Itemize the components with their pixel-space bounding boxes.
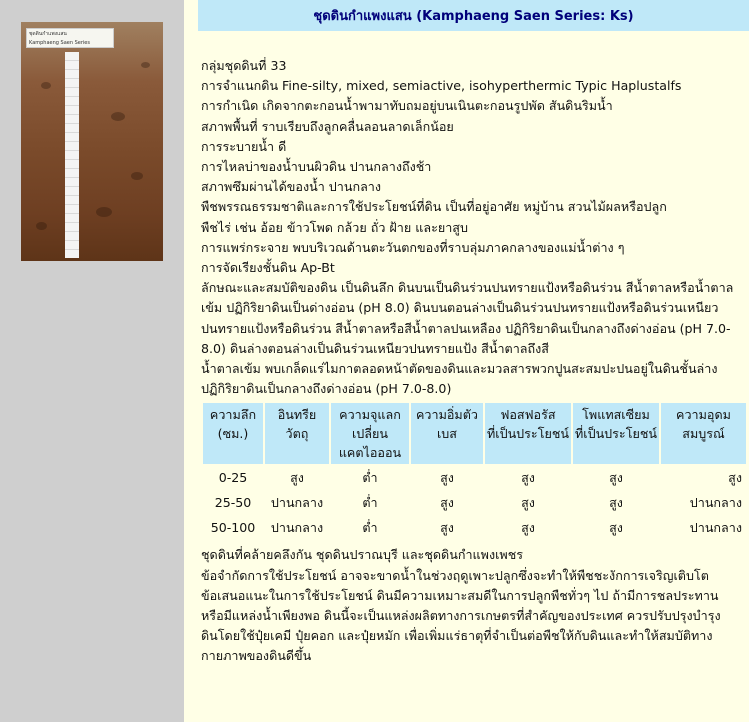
cell-base-saturation: สูง: [411, 491, 483, 514]
cell-potassium: สูง: [573, 466, 659, 489]
after-line: ดินโดยใช้ปุ๋ยเคมี ปุ๋ยคอก และปุ๋ยหมัก เพื่อเพิ่มแร่ธาตุที่จำเป็นต่อพืชให้กับดินและทำให้สมบัติทาง: [201, 628, 713, 644]
header-organic-matter: อินทรีย วัตถุ: [265, 403, 329, 464]
table-row: [203, 466, 746, 489]
cell-cec: ต่ำ: [331, 516, 409, 539]
photo-sign: [26, 28, 114, 48]
cell-phosphorus: สูง: [485, 491, 571, 514]
header-phosphorus: ฟอสฟอรัส ที่เป็นประโยชน์: [485, 403, 571, 464]
info-line: กลุ่มชุดดินที่ 33: [201, 58, 287, 73]
header-fertility: ความอุดม สมบูรณ์: [661, 403, 746, 464]
characteristics-line: ลักษณะและสมบัติของดิน เป็นดินลึก ดินบนเป็นดินร่วนปนทรายแป้งหรือดินร่วน สีน้ำตาลหรือน้ำตาล: [201, 280, 734, 296]
cell-base-saturation: สูง: [411, 466, 483, 489]
photo-sign-line1: ชุดดินกำแพงแสน: [29, 31, 67, 37]
cell-organic-matter: ปานกลาง: [265, 516, 329, 539]
info-line: การจัดเรียงชั้นดิน Ap-Bt: [201, 260, 335, 276]
photo-sign-line2: Kamphaeng Saen Series: [29, 40, 90, 46]
after-line: ข้อเสนอแนะในการใช้ประโยชน์ ดินมีความเหมาะสมดีในการปลูกพืชทั่วๆ ไป ถ้ามีการชลประทาน: [201, 587, 719, 603]
cell-fertility: สูง: [661, 466, 746, 489]
table-row: [203, 491, 746, 514]
info-line: การกำเนิด เกิดจากตะกอนน้ำพามาทับถมอยู่บนเนินตะกอนรูปพัด สันดินริมน้ำ: [201, 98, 613, 114]
characteristics-line: เข้ม ปฏิกิริยาดินเป็นด่างอ่อน (pH 8.0) ดินบนตอนล่างเป็นดินร่วนปนทรายแป้งหรือดินร่วนเหนียว: [201, 300, 719, 316]
cell-cec: ต่ำ: [331, 491, 409, 514]
soil-properties-table: [201, 401, 748, 541]
info-line: การจำแนกดิน Fine-silty, mixed, semiactive, isohyperthermic Typic Haplustalfs: [201, 78, 682, 94]
cell-base-saturation: สูง: [411, 516, 483, 539]
info-line: สภาพพื้นที่ ราบเรียบถึงลูกคลื่นลอนลาดเล็กน้อย: [201, 118, 454, 134]
after-line: กายภาพของดินดีขึ้น: [201, 648, 312, 664]
header-depth: ความลึก (ซม.): [203, 403, 263, 464]
info-line: สภาพซึมผ่านได้ของน้ำ ปานกลาง: [201, 179, 382, 195]
cell-depth: 25-50: [203, 491, 263, 514]
left-panel: [0, 0, 184, 722]
page-title: ชุดดินกำแพงแสน (Kamphaeng Saen Series: Ks): [198, 0, 749, 31]
cell-organic-matter: สูง: [265, 466, 329, 489]
cell-phosphorus: สูง: [485, 516, 571, 539]
measuring-tape: [65, 52, 79, 258]
characteristics-line: น้ำตาลเข้ม พบเกล็ดแร่ไมกาตลอดหน้าตัดของดินและมวลสารพวกปูนสะสมปะปนอยู่ในดินชั้นล่าง: [201, 361, 718, 377]
cell-fertility: ปานกลาง: [661, 516, 746, 539]
after-line: หรือมีแหล่งน้ำเพียงพอ ดินนี้จะเป็นแหล่งผลิตทางการเกษตรที่สำคัญของประเทศ ควรปรับปรุงบำรุง: [201, 608, 721, 624]
after-line: ชุดดินที่คล้ายคลึงกัน ชุดดินปราณบุรี และชุดดินกำแพงเพชร: [201, 547, 524, 563]
characteristics-line: ปฏิกิริยาดินเป็นกลางถึงด่างอ่อน (pH 7.0-8.0): [201, 381, 452, 397]
info-line: การไหลบ่าของน้ำบนผิวดิน ปานกลางถึงช้า: [201, 159, 432, 175]
soil-profile-photo: [21, 22, 163, 261]
cell-depth: 50-100: [203, 516, 263, 539]
main-content: [198, 0, 749, 722]
cell-cec: ต่ำ: [331, 466, 409, 489]
after-table-text: [201, 545, 746, 666]
info-line: การระบายน้ำ ดี: [201, 138, 287, 154]
header-base-saturation: ความอิ่มตัว เบส: [411, 403, 483, 464]
info-line: พืชพรรณธรรมชาติและการใช้ประโยชน์ที่ดิน เป็นที่อยู่อาศัย หมู่บ้าน สวนไม้ผลหรือปลูก: [201, 199, 667, 215]
cell-potassium: สูง: [573, 516, 659, 539]
content-body: [201, 56, 746, 667]
cell-organic-matter: ปานกลาง: [265, 491, 329, 514]
cell-depth: 0-25: [203, 466, 263, 489]
header-potassium: โพแทสเซียม ที่เป็นประโยชน์: [573, 403, 659, 464]
info-line: พืชไร่ เช่น อ้อย ข้าวโพด กล้วย ถั่ว ฝ้าย และยาสูบ: [201, 219, 468, 235]
cell-potassium: สูง: [573, 491, 659, 514]
cell-phosphorus: สูง: [485, 466, 571, 489]
info-line: การแพร่กระจาย พบบริเวณด้านตะวันตกของที่ราบลุ่มภาคกลางของแม่น้ำต่าง ๆ: [201, 239, 625, 255]
characteristics-line: ปนทรายแป้งหรือดินร่วน สีน้ำตาลหรือสีน้ำตาลปนเหลือง ปฏิกิริยาดินเป็นกลางถึงด่างอ่อน (pH 7.0-: [201, 320, 731, 336]
info-lines: [201, 56, 746, 278]
table-row: [203, 516, 746, 539]
characteristics-line: 8.0) ดินล่างตอนล่างเป็นดินร่วนเหนียวปนทรายแป้ง สีน้ำตาลถึงสี: [201, 340, 549, 356]
cell-fertility: ปานกลาง: [661, 491, 746, 514]
after-line: ข้อจำกัดการใช้ประโยชน์ อาจจะขาดน้ำในช่วงฤดูเพาะปลูกซึ่งจะทำให้พืชชะงักการเจริญเติบโต: [201, 567, 709, 583]
table-header-row: [203, 403, 746, 464]
characteristics-paragraph: [201, 278, 746, 399]
header-cec: ความจุแลก เปลี่ยน แคตไอออน: [331, 403, 409, 464]
